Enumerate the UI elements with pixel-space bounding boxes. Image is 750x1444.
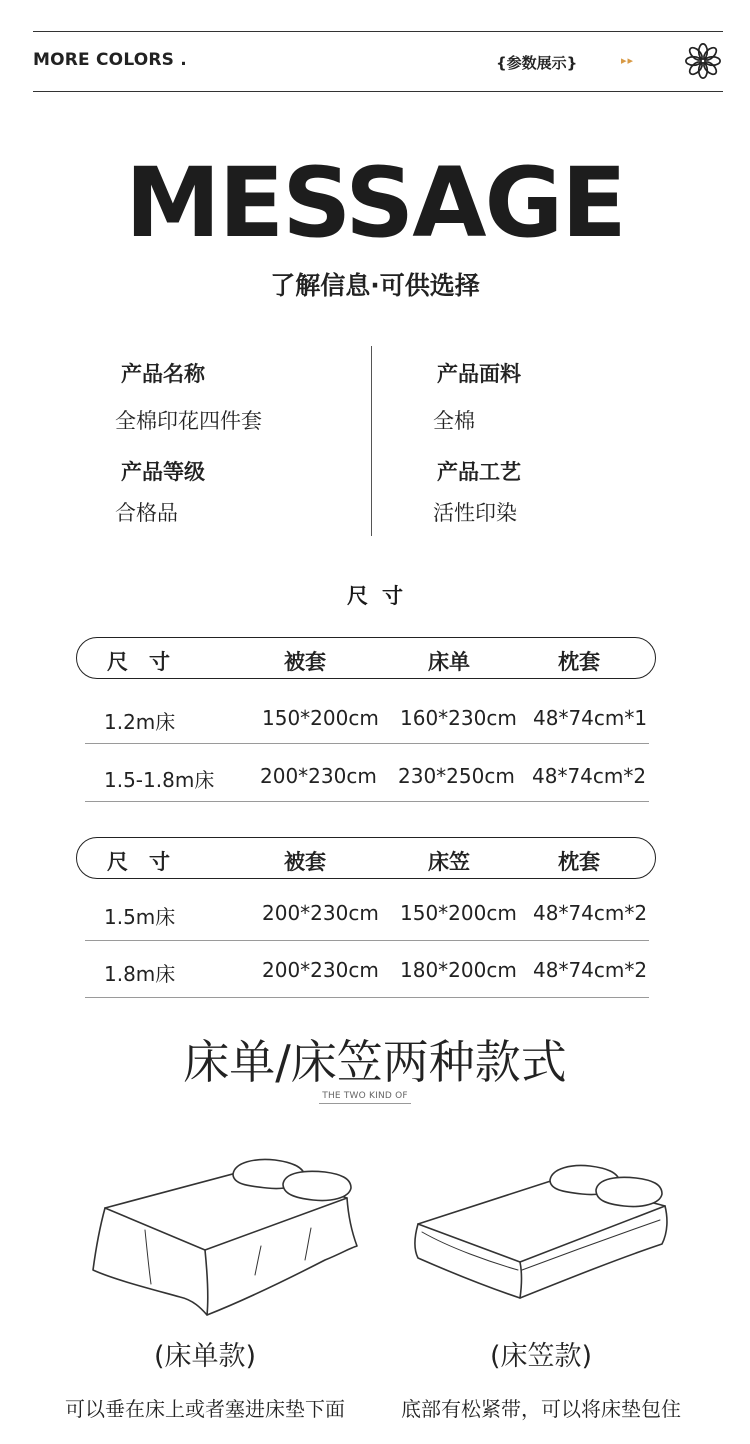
table-cell: 200*230cm [262,901,379,925]
product-fabric-value: 全棉 [433,409,475,433]
product-name-value: 全棉印花四件套 [115,409,262,433]
fitted-sheet-bed-illustration [410,1158,672,1308]
table-row-divider [85,997,649,998]
table-cell: 230*250cm [398,764,515,788]
flat-sheet-bed-illustration [85,1150,370,1320]
table2-header-duvet: 被套 [284,850,326,874]
table1-header-pillow: 枕套 [558,650,600,674]
message-title: MESSAGE [125,147,625,259]
table2-header [76,837,656,879]
table-cell: 48*74cm*2 [532,764,647,788]
table-cell: 150*200cm [400,901,517,925]
product-craft-value: 活性印染 [433,501,517,525]
table2-header-size: 尺 寸 [107,850,170,874]
flat-sheet-name: (床单款) [153,1341,257,1372]
product-fabric-label: 产品面料 [437,362,521,386]
message-subtitle: 了解信息·可供选择 [270,271,480,300]
table-cell: 48*74cm*2 [533,958,648,982]
top-divider [33,31,723,32]
table2-header-fitted: 床笠 [428,850,470,874]
product-grade-label: 产品等级 [121,460,205,484]
table1-header [76,637,656,679]
info-divider [371,346,372,536]
table1-header-duvet: 被套 [284,650,326,674]
flower-icon [684,42,722,80]
product-craft-label: 产品工艺 [437,460,521,484]
more-colors-label: MORE COLORS . [33,50,187,70]
size-heading: 尺寸 [347,584,417,608]
table-cell: 160*230cm [400,706,517,730]
styles-subtitle-underline [319,1103,411,1104]
table-cell: 48*74cm*1 [533,706,648,730]
table-cell: 1.5m床 [104,905,176,929]
product-grade-value: 合格品 [115,501,178,525]
table-cell: 200*230cm [260,764,377,788]
table-cell: 1.5-1.8m床 [104,768,215,792]
table-cell: 1.2m床 [104,710,176,734]
table-cell: 48*74cm*2 [533,901,648,925]
table-cell: 1.8m床 [104,962,176,986]
table-cell: 150*200cm [262,706,379,730]
table-row-divider [85,743,649,744]
param-title: {参数展示} [496,54,578,72]
flat-sheet-description: 可以垂在床上或者塞进床垫下面 [65,1397,345,1421]
header-bottom-divider [33,91,723,92]
table1-header-sheet: 床单 [428,650,470,674]
product-name-label: 产品名称 [121,362,205,386]
table1-header-size: 尺 寸 [107,650,170,674]
styles-subtitle-en: THE TWO KIND OF [322,1091,408,1101]
arrow-icons: ▸▸ [621,54,635,67]
table2-header-pillow: 枕套 [558,850,600,874]
table-row-divider [85,801,649,802]
table-cell: 180*200cm [400,958,517,982]
table-cell: 200*230cm [262,958,379,982]
fitted-sheet-name: (床笠款) [489,1341,593,1372]
styles-title: 床单/床笠两种款式 [183,1035,567,1089]
fitted-sheet-description: 底部有松紧带，可以将床垫包住 [401,1397,681,1421]
table-row-divider [85,940,649,941]
